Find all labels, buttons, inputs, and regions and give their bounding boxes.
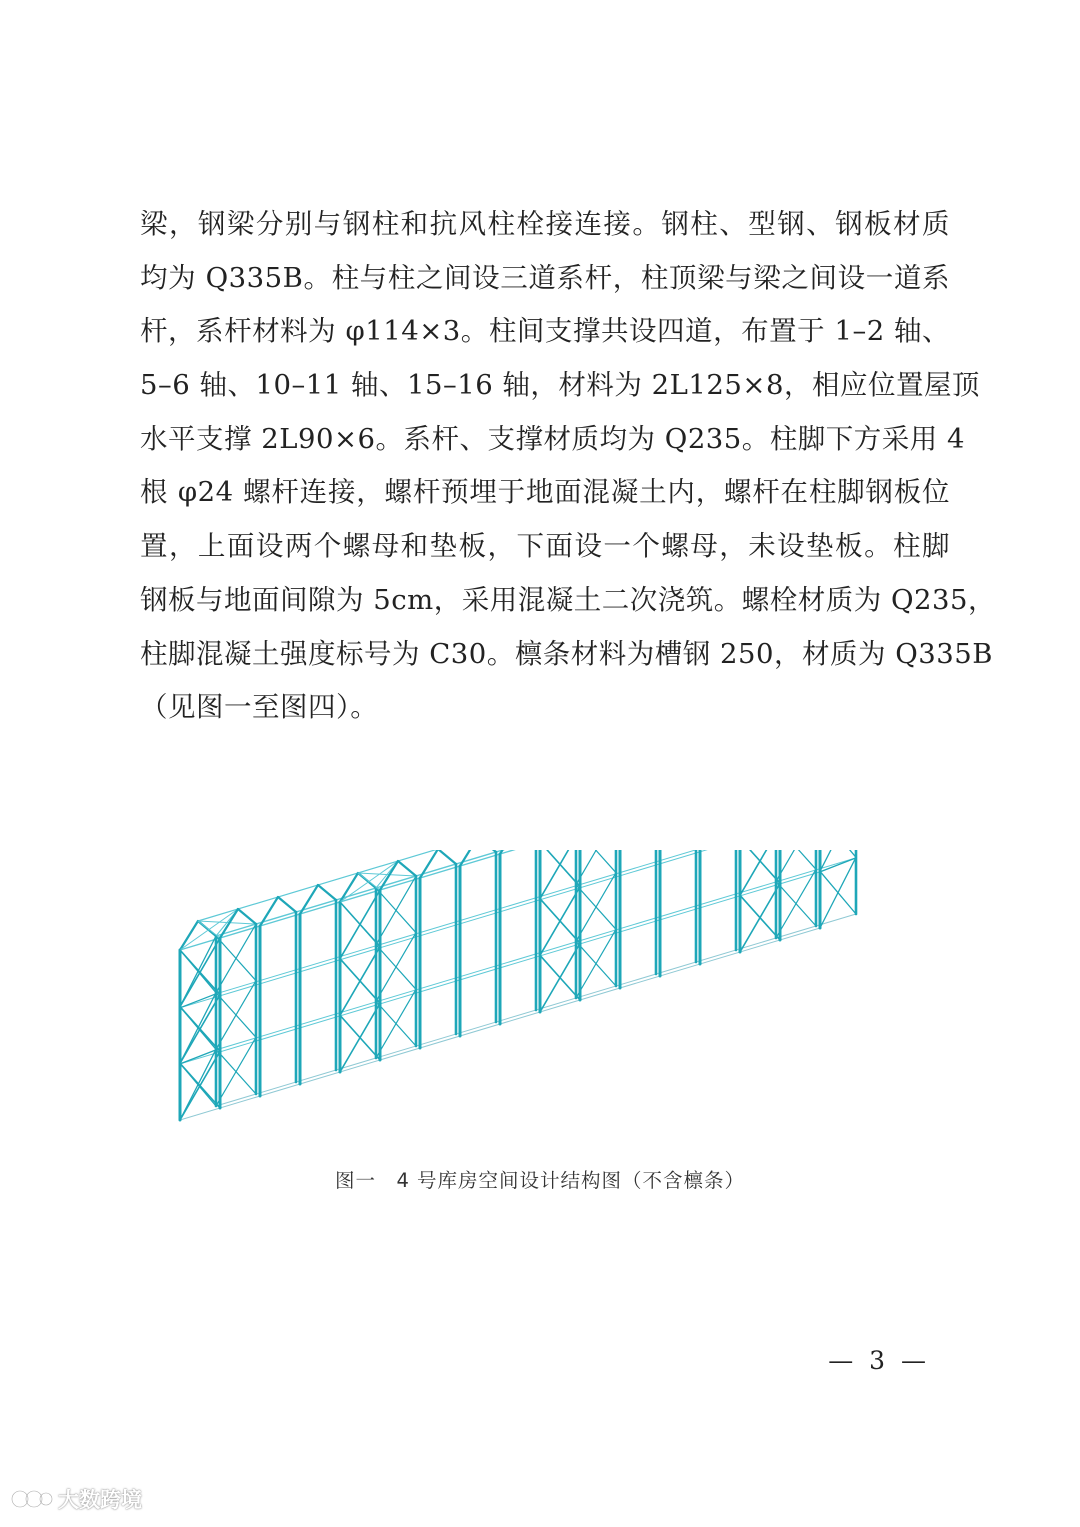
watermark xyxy=(10,1484,142,1514)
column-bracing xyxy=(216,936,256,981)
column-bracing xyxy=(576,885,616,930)
column-bracing xyxy=(540,850,580,899)
page-number: — 3 — xyxy=(828,1346,930,1375)
figure-caption: 图一 4 号库房空间设计结构图（不含檩条） xyxy=(334,1169,746,1192)
body-line: 根 φ24 螺杆连接，螺杆预埋于地面混凝土内，螺杆在柱脚钢板位 xyxy=(140,476,950,509)
column-bracing xyxy=(180,950,220,995)
column-bracing xyxy=(540,955,580,1000)
column-bracing xyxy=(340,902,380,947)
roof-rafter xyxy=(278,897,296,912)
roof-rafter xyxy=(478,850,496,852)
column-bracing xyxy=(540,850,580,887)
body-line: 梁，钢梁分别与钢柱和抗风柱栓接连接。钢柱、型钢、钢板材质 xyxy=(140,208,950,240)
body-line: 均为 Q335B。柱与柱之间设三道系杆，柱顶梁与梁之间设一道系 xyxy=(140,261,950,294)
body-line: 水平支撑 2L90×6。系杆、支撑材质均为 Q235。柱脚下方采用 4 xyxy=(140,422,966,455)
column-bracing xyxy=(740,895,780,940)
body-line: 钢板与地面间隙为 5cm，采用混凝土二次浇筑。螺栓材质为 Q235， xyxy=(140,583,996,616)
column-bracing xyxy=(376,945,416,990)
body-line: （见图一至图四）。 xyxy=(140,691,379,724)
watermark-logo-icon xyxy=(10,1487,54,1511)
column-bracing xyxy=(776,850,816,881)
roof-rafter xyxy=(318,885,336,900)
body-line: 杆，系杆材料为 φ114×3。柱间支撑共设四道，布置于 1–2 轴、 xyxy=(140,315,950,348)
column-bracing xyxy=(180,1007,220,1052)
column-bracing xyxy=(540,899,580,944)
column-bracing xyxy=(376,888,416,933)
column-bracing xyxy=(576,850,616,873)
column-bracing xyxy=(776,881,816,926)
structure-figure xyxy=(160,850,930,1150)
end-wall-bracing xyxy=(820,871,856,914)
roof-rafter xyxy=(238,909,256,924)
body-paragraph xyxy=(140,198,996,735)
column-bracing xyxy=(340,959,380,1004)
body-line: 5–6 轴、10–11 轴、15–16 轴，材料为 2L125×8，相应位置屋顶 xyxy=(140,369,980,402)
column-bracing xyxy=(180,1063,220,1108)
column-bracing xyxy=(740,850,780,895)
watermark-text: 大数跨境 xyxy=(58,1488,142,1512)
roof-rafter xyxy=(438,850,456,864)
column-bracing xyxy=(376,1001,416,1046)
column-bracing xyxy=(216,993,256,1038)
body-line: 置，上面设两个螺母和垫板，下面设一个螺母，未设垫板。柱脚 xyxy=(140,530,950,563)
column-bracing xyxy=(776,850,816,869)
column-bracing xyxy=(216,1049,256,1094)
end-wall-bracing xyxy=(820,850,856,857)
column-bracing xyxy=(340,1015,380,1060)
column-bracing xyxy=(576,941,616,986)
roof-rafter xyxy=(398,861,416,876)
column-bracing xyxy=(740,850,780,883)
steel-frame-3d-drawing xyxy=(160,850,930,1150)
body-line: 柱脚混凝土强度标号为 C30。檩条材料为槽钢 250，材质为 Q335B xyxy=(140,637,993,670)
